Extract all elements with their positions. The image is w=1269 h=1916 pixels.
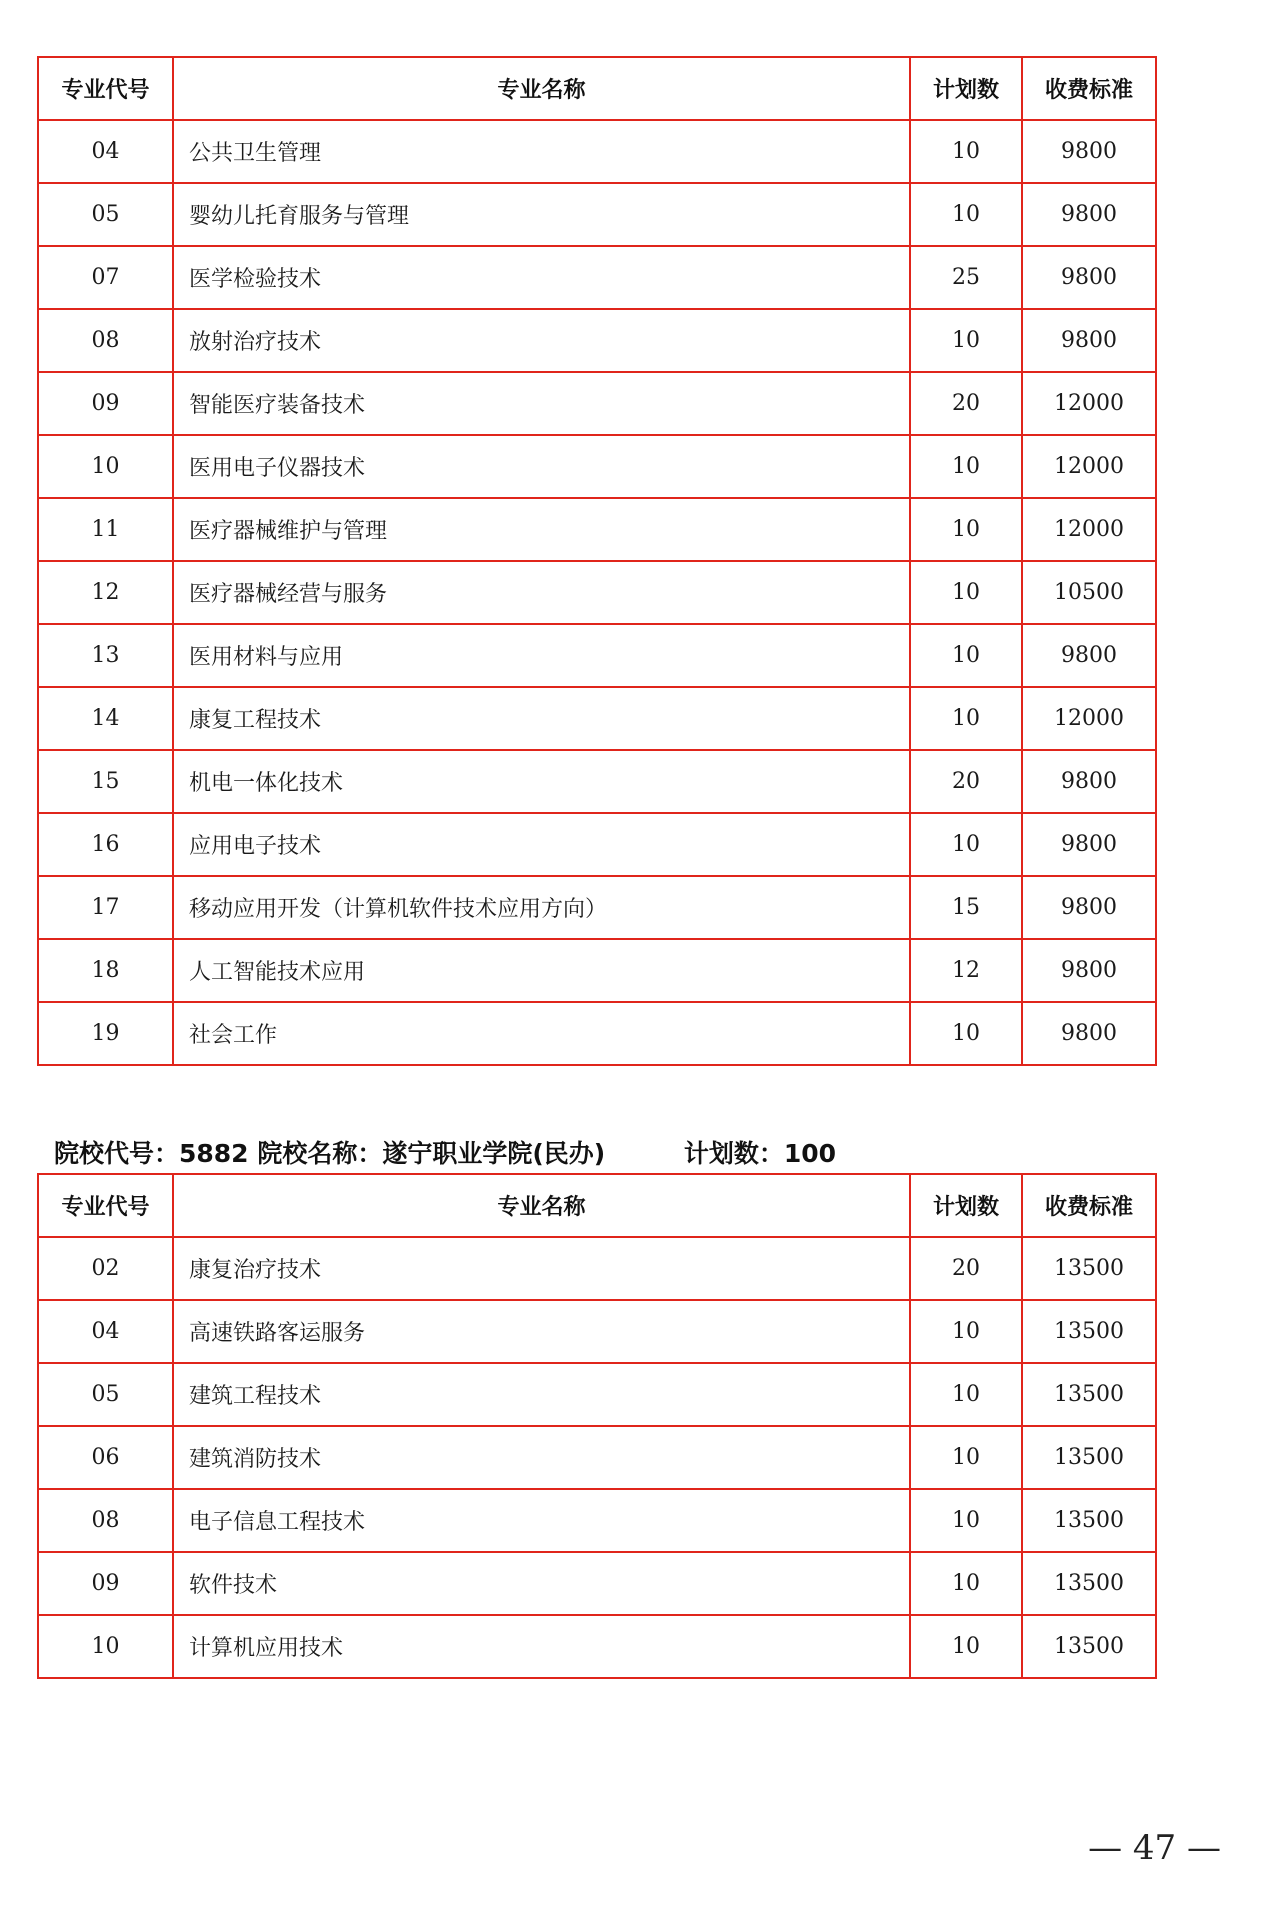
cell-plan: 20 bbox=[910, 750, 1022, 813]
cell-name: 电子信息工程技术 bbox=[173, 1489, 910, 1552]
cell-fee: 13500 bbox=[1022, 1363, 1156, 1426]
cell-code: 18 bbox=[38, 939, 173, 1002]
table-row bbox=[38, 1426, 1156, 1489]
column-header-code: 专业代号 bbox=[38, 57, 173, 120]
table-row bbox=[38, 939, 1156, 1002]
table-row bbox=[38, 750, 1156, 813]
table-header-row bbox=[38, 1174, 1156, 1237]
school-section-heading bbox=[54, 1135, 836, 1173]
table-row bbox=[38, 183, 1156, 246]
cell-name: 公共卫生管理 bbox=[173, 120, 910, 183]
cell-code: 07 bbox=[38, 246, 173, 309]
column-header-plan: 计划数 bbox=[910, 57, 1022, 120]
cell-fee: 9800 bbox=[1022, 939, 1156, 1002]
cell-fee: 9800 bbox=[1022, 309, 1156, 372]
cell-fee: 13500 bbox=[1022, 1300, 1156, 1363]
cell-plan: 20 bbox=[910, 372, 1022, 435]
cell-fee: 12000 bbox=[1022, 687, 1156, 750]
table-row bbox=[38, 1552, 1156, 1615]
table-row bbox=[38, 435, 1156, 498]
cell-plan: 10 bbox=[910, 813, 1022, 876]
cell-code: 06 bbox=[38, 1426, 173, 1489]
cell-code: 05 bbox=[38, 1363, 173, 1426]
cell-name: 建筑工程技术 bbox=[173, 1363, 910, 1426]
cell-plan: 10 bbox=[910, 687, 1022, 750]
cell-code: 10 bbox=[38, 1615, 173, 1678]
cell-code: 17 bbox=[38, 876, 173, 939]
cell-name: 医用材料与应用 bbox=[173, 624, 910, 687]
cell-plan: 10 bbox=[910, 1426, 1022, 1489]
enrollment-table-2 bbox=[37, 1173, 1157, 1679]
cell-name: 移动应用开发（计算机软件技术应用方向） bbox=[173, 876, 910, 939]
cell-code: 09 bbox=[38, 1552, 173, 1615]
cell-name: 婴幼儿托育服务与管理 bbox=[173, 183, 910, 246]
cell-plan: 15 bbox=[910, 876, 1022, 939]
cell-plan: 10 bbox=[910, 1552, 1022, 1615]
table-row bbox=[38, 561, 1156, 624]
table-row bbox=[38, 624, 1156, 687]
cell-plan: 20 bbox=[910, 1237, 1022, 1300]
cell-code: 11 bbox=[38, 498, 173, 561]
table-row bbox=[38, 1300, 1156, 1363]
cell-plan: 10 bbox=[910, 183, 1022, 246]
cell-plan: 10 bbox=[910, 1615, 1022, 1678]
cell-fee: 9800 bbox=[1022, 1002, 1156, 1065]
cell-fee: 13500 bbox=[1022, 1237, 1156, 1300]
column-header-plan: 计划数 bbox=[910, 1174, 1022, 1237]
table-row bbox=[38, 876, 1156, 939]
table-row bbox=[38, 1002, 1156, 1065]
cell-name: 医疗器械经营与服务 bbox=[173, 561, 910, 624]
table-row bbox=[38, 1363, 1156, 1426]
cell-fee: 12000 bbox=[1022, 435, 1156, 498]
cell-code: 10 bbox=[38, 435, 173, 498]
cell-name: 软件技术 bbox=[173, 1552, 910, 1615]
page-number: — 47 — bbox=[1088, 1828, 1221, 1868]
cell-name: 高速铁路客运服务 bbox=[173, 1300, 910, 1363]
cell-fee: 13500 bbox=[1022, 1552, 1156, 1615]
cell-plan: 10 bbox=[910, 120, 1022, 183]
cell-name: 康复治疗技术 bbox=[173, 1237, 910, 1300]
cell-code: 08 bbox=[38, 309, 173, 372]
cell-name: 医疗器械维护与管理 bbox=[173, 498, 910, 561]
cell-code: 08 bbox=[38, 1489, 173, 1552]
table-row bbox=[38, 687, 1156, 750]
table-row bbox=[38, 1489, 1156, 1552]
cell-fee: 13500 bbox=[1022, 1426, 1156, 1489]
table-row bbox=[38, 372, 1156, 435]
cell-name: 应用电子技术 bbox=[173, 813, 910, 876]
cell-plan: 10 bbox=[910, 561, 1022, 624]
cell-name: 社会工作 bbox=[173, 1002, 910, 1065]
cell-plan: 10 bbox=[910, 309, 1022, 372]
cell-fee: 9800 bbox=[1022, 876, 1156, 939]
cell-fee: 13500 bbox=[1022, 1615, 1156, 1678]
cell-code: 13 bbox=[38, 624, 173, 687]
column-header-name: 专业名称 bbox=[173, 1174, 910, 1237]
cell-code: 16 bbox=[38, 813, 173, 876]
cell-fee: 12000 bbox=[1022, 372, 1156, 435]
cell-plan: 10 bbox=[910, 1489, 1022, 1552]
cell-name: 机电一体化技术 bbox=[173, 750, 910, 813]
column-header-fee: 收费标准 bbox=[1022, 1174, 1156, 1237]
cell-name: 医用电子仪器技术 bbox=[173, 435, 910, 498]
cell-name: 建筑消防技术 bbox=[173, 1426, 910, 1489]
cell-fee: 9800 bbox=[1022, 120, 1156, 183]
cell-name: 放射治疗技术 bbox=[173, 309, 910, 372]
cell-code: 12 bbox=[38, 561, 173, 624]
cell-name: 康复工程技术 bbox=[173, 687, 910, 750]
cell-plan: 10 bbox=[910, 1300, 1022, 1363]
cell-fee: 12000 bbox=[1022, 498, 1156, 561]
enrollment-table-1 bbox=[37, 56, 1157, 1066]
cell-plan: 12 bbox=[910, 939, 1022, 1002]
cell-name: 计算机应用技术 bbox=[173, 1615, 910, 1678]
column-header-name: 专业名称 bbox=[173, 57, 910, 120]
cell-fee: 13500 bbox=[1022, 1489, 1156, 1552]
cell-name: 人工智能技术应用 bbox=[173, 939, 910, 1002]
cell-plan: 10 bbox=[910, 1002, 1022, 1065]
cell-fee: 10500 bbox=[1022, 561, 1156, 624]
cell-code: 15 bbox=[38, 750, 173, 813]
cell-code: 05 bbox=[38, 183, 173, 246]
cell-name: 医学检验技术 bbox=[173, 246, 910, 309]
cell-plan: 25 bbox=[910, 246, 1022, 309]
cell-fee: 9800 bbox=[1022, 624, 1156, 687]
table-row bbox=[38, 498, 1156, 561]
school-name: 院校名称：遂宁职业学院(民办) bbox=[257, 1139, 606, 1168]
table-header-row bbox=[38, 57, 1156, 120]
school-plan-total: 计划数：100 bbox=[683, 1139, 837, 1168]
table-row bbox=[38, 309, 1156, 372]
cell-code: 09 bbox=[38, 372, 173, 435]
table-row bbox=[38, 1237, 1156, 1300]
cell-plan: 10 bbox=[910, 624, 1022, 687]
cell-fee: 9800 bbox=[1022, 813, 1156, 876]
cell-code: 02 bbox=[38, 1237, 173, 1300]
table-row bbox=[38, 813, 1156, 876]
cell-code: 04 bbox=[38, 120, 173, 183]
cell-fee: 9800 bbox=[1022, 183, 1156, 246]
cell-code: 19 bbox=[38, 1002, 173, 1065]
cell-fee: 9800 bbox=[1022, 246, 1156, 309]
school-code: 院校代号：5882 bbox=[54, 1139, 249, 1168]
table-row bbox=[38, 1615, 1156, 1678]
column-header-fee: 收费标准 bbox=[1022, 57, 1156, 120]
table-row bbox=[38, 120, 1156, 183]
cell-plan: 10 bbox=[910, 1363, 1022, 1426]
cell-fee: 9800 bbox=[1022, 750, 1156, 813]
cell-name: 智能医疗装备技术 bbox=[173, 372, 910, 435]
cell-plan: 10 bbox=[910, 435, 1022, 498]
table-row bbox=[38, 246, 1156, 309]
column-header-code: 专业代号 bbox=[38, 1174, 173, 1237]
cell-plan: 10 bbox=[910, 498, 1022, 561]
cell-code: 14 bbox=[38, 687, 173, 750]
cell-code: 04 bbox=[38, 1300, 173, 1363]
